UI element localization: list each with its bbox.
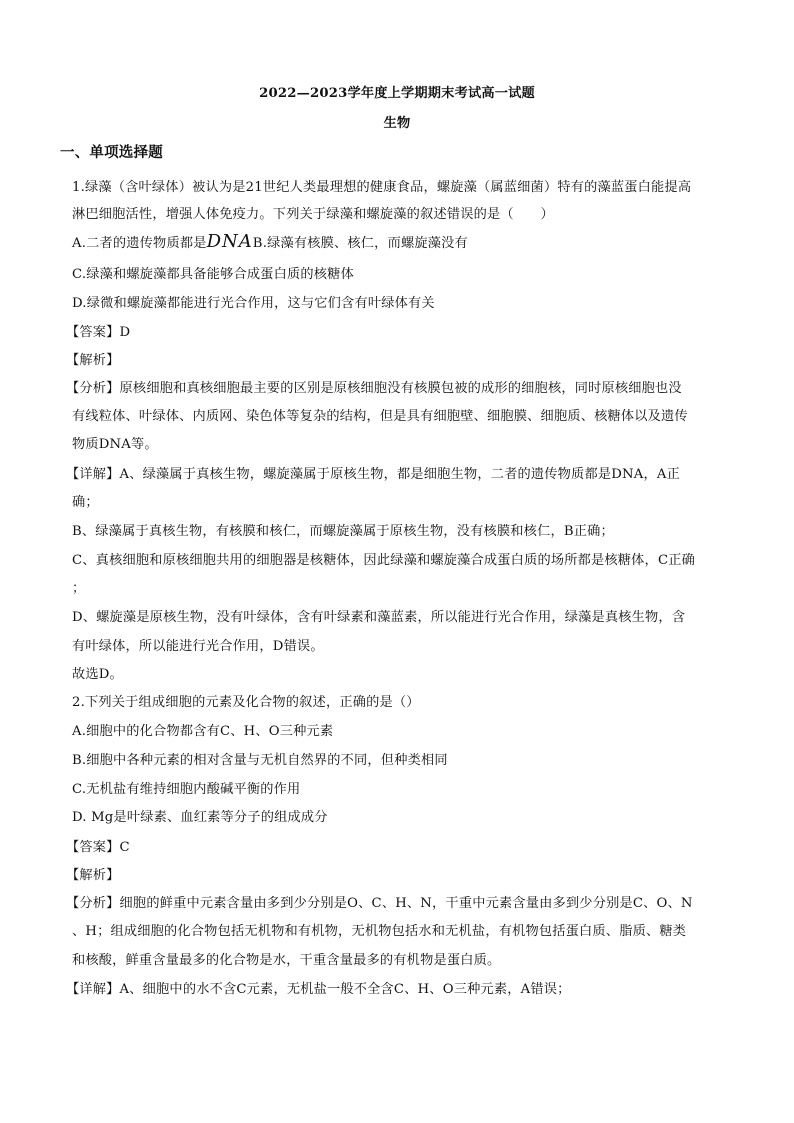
q1-detail-line4: C、真核细胞和原核细胞共用的细胞器是核糖体，因此绿藻和螺旋藻合成蛋白质的场所都是核糖体，C正确 — [72, 553, 696, 568]
q1-option-a-text: A.二者的遗传物质都是 — [72, 236, 207, 251]
q2-option-a: A.细胞中的化合物都含有C、H、O三种元素 — [72, 724, 334, 739]
q1-fenxi-line3: 物质DNA等。 — [72, 437, 158, 452]
q2-fenxi-line1: 【分析】细胞的鲜重中元素含量由多到少分别是O、C、H、N，干重中元素含量由多到少分别是C、O、N — [66, 896, 693, 911]
q2-fenxi-line3: 和核酸，鲜重含量最多的化合物是水，干重含量最多的有机物是蛋白质。 — [72, 953, 501, 968]
q1-fenxi-line1: 【分析】原核细胞和真核细胞最主要的区别是原核细胞没有核膜包被的成形的细胞核，同时原核细胞也没 — [66, 381, 682, 396]
q2-option-d: D. Mg是叶绿素、血红素等分子的组成成分 — [72, 810, 328, 825]
q1-analysis-label: 【解析】 — [66, 353, 120, 368]
q2-fenxi-line2: 、H；组成细胞的化合物包括无机物和有机物，无机物包括水和无机盐，有机物包括蛋白质、脂质、糖类 — [72, 924, 687, 939]
q2-option-c: C.无机盐有维持细胞内酸碱平衡的作用 — [72, 782, 301, 797]
q1-fenxi-line2: 有线粒体、叶绿体、内质网、染色体等复杂的结构，但是具有细胞壁、细胞膜、细胞质、核糖体以及遗传 — [72, 409, 688, 424]
q1-detail-line3: B、绿藻属于真核生物，有核膜和核仁，而螺旋藻属于原核生物，没有核膜和核仁，B正确； — [72, 524, 614, 539]
q1-detail-line1: 【详解】A、绿藻属于真核生物，螺旋藻属于原核生物，都是细胞生物，二者的遗传物质都是DNA，A正 — [66, 467, 680, 482]
q1-option-d: D.绿微和螺旋藻都能进行光合作用，这与它们含有叶绿体有关 — [72, 296, 435, 311]
q2-answer: 【答案】C — [66, 840, 130, 855]
q2-analysis-label: 【解析】 — [66, 868, 120, 883]
q1-option-b: B.绿藻有核膜、核仁，而螺旋藻没有 — [252, 236, 468, 251]
q1-stem-line2: 淋巴细胞活性，增强人体免疫力。下列关于绿藻和螺旋藻的叙述错误的是（ ） — [72, 207, 554, 222]
q1-detail-line7: 有叶绿体，所以能进行光合作用，D错误。 — [72, 639, 324, 654]
q1-conclusion: 故选D。 — [72, 667, 123, 682]
section-title: 一、单项选择题 — [60, 144, 163, 161]
q1-detail-line6: D、螺旋藻是原核生物，没有叶绿体，含有叶绿素和藻蓝素，所以能进行光合作用，绿藻是真核生物，含 — [72, 610, 686, 625]
q2-stem: 2.下列关于组成细胞的元素及化合物的叙述，正确的是（） — [72, 695, 420, 710]
q1-answer: 【答案】D — [66, 325, 131, 340]
q2-option-b: B.细胞中各种元素的相对含量与无机自然界的不同，但种类相同 — [72, 753, 448, 768]
exam-title: 2022—2023学年度上学期期末考试高一试题 — [259, 86, 535, 101]
q1-stem-line1: 1.绿藻（含叶绿体）被认为是21世纪人类最理想的健康食品，螺旋藻（属蓝细菌）特有的藻蓝蛋白能提高 — [72, 180, 692, 195]
q1-detail-line2: 确； — [72, 495, 99, 510]
subject-title: 生物 — [383, 116, 411, 131]
q1-option-c: C.绿藻和螺旋藻都具备能够合成蛋白质的核糖体 — [72, 267, 354, 282]
q1-detail-line5: ； — [72, 581, 86, 596]
q1-option-a-math: DNA — [206, 231, 253, 252]
q1-option-a-b — [72, 231, 732, 252]
q2-detail-line1: 【详解】A、细胞中的水不含C元素，无机盐一般不全含C、H、O三种元素，A错误； — [66, 982, 571, 997]
